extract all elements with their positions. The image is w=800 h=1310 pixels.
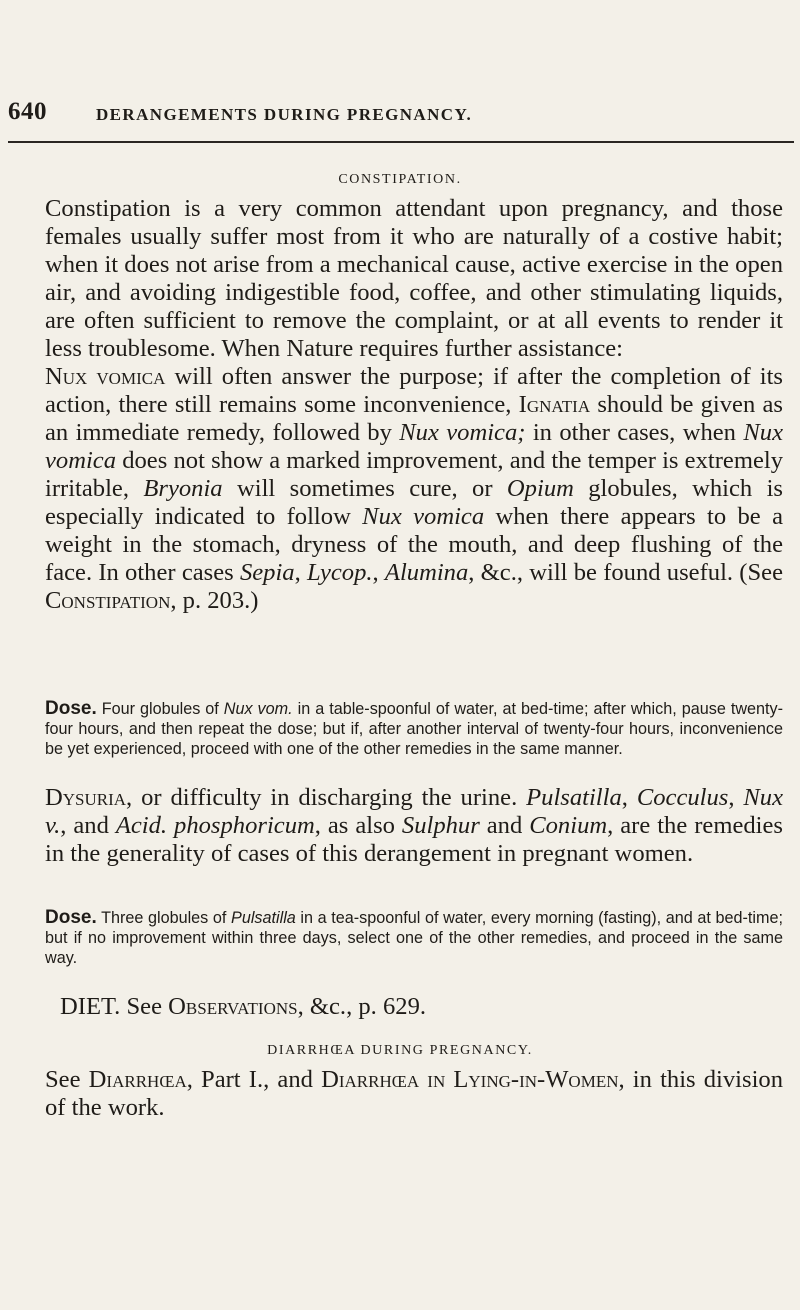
text: should be given as an immediate remedy, followed by (45, 391, 783, 446)
page-number: 640 (8, 98, 47, 125)
paragraph-constipation-remedies (45, 363, 783, 615)
text: does not show a marked improvement, and the temper is extremely irritable, (45, 447, 783, 502)
remedy-nux-v: Nux v. (45, 784, 784, 839)
remedy-acid-phosphoricum: Acid. phosphoricum (115, 812, 315, 839)
text: , &c., p. 629. (297, 993, 427, 1020)
text: in other cases, when (525, 419, 744, 446)
text: , Part I., and (186, 1066, 322, 1093)
text: , and (60, 812, 116, 839)
text: , or difficulty in discharging the urine. (126, 784, 527, 811)
text: Three globules of (96, 909, 232, 927)
paragraph-dysuria (45, 784, 783, 868)
page-header (8, 98, 794, 138)
text: , p. 203.) (170, 587, 259, 614)
paragraph-diet (60, 993, 783, 1021)
dose-label: Dose. (45, 907, 97, 928)
text: will sometimes cure, or (222, 475, 507, 502)
text: in a table-spoonful of water, at bed-time; after which, pause twenty-four hours, and then repeat the dose; but if, after another interval of twenty-four hours, inconvenience be yet experienced, proceed with one of the other remedies in the same manner. (45, 700, 783, 758)
text: Constipation is a very common attendant upon pregnancy, and those females usually suffer most from it who are naturally of a costive habit; when it does not arise from a mechanical cause, active exercise in the open air, and avoiding indigestible food, coffee, and other stimulating liquids, are often sufficient to remove the complaint, or at all events to render it less troublesome. When Nature requires further assistance: (45, 195, 783, 362)
text: globules, which is especially indicated to follow (45, 475, 784, 530)
remedy-nux-vom: Nux vom. (223, 700, 293, 718)
text: , (294, 559, 307, 586)
cross-reference-diarrhoea: Diarrhœa (88, 1066, 187, 1093)
remedy-bryonia: Bryonia (143, 475, 223, 502)
text: See (120, 993, 169, 1020)
remedy-alumina: Alumina (384, 559, 469, 586)
remedy-sepia: Sepia (239, 559, 295, 586)
cross-reference-observations: Observations (168, 993, 298, 1020)
text: in a tea-spoonful of water, every morning (fasting), and at bed-time; but if no improvement within three days, select one of the other remedies, and proceed in the same way. (45, 909, 783, 967)
text: and (479, 812, 530, 839)
section-heading-diarrhoea: DIARRHŒA DURING PREGNANCY. (267, 1043, 533, 1058)
remedy-nux-vomica: Nux vomica (45, 363, 166, 390)
text: , are the remedies in the generality of cases of this derangement in pregnant women. (45, 812, 783, 867)
dose-label: Dose. (45, 698, 97, 719)
text: , (372, 559, 385, 586)
paragraph-diarrhoea (45, 1066, 783, 1122)
text: will often answer the purpose; if after the completion of its action, there still remains some inconvenience, (45, 363, 783, 418)
text: Four globules of (96, 700, 224, 718)
remedy-conium: Conium (529, 812, 608, 839)
remedy-cocculus: Cocculus (636, 784, 729, 811)
cross-reference-diarrhoea-lying-in: Diarrhœa in Lying-in-Women (321, 1066, 619, 1093)
remedy-opium: Opium (506, 475, 574, 502)
text: when there appears to be a weight in the stomach, dryness of the mouth, and deep flushing of the face. In other cases (45, 503, 783, 586)
section-heading-constipation: CONSTIPATION. (338, 172, 462, 187)
text: , in this division of the work. (45, 1066, 784, 1121)
running-head: DERANGEMENTS DURING PREGNANCY. (96, 105, 473, 124)
header-rule (8, 141, 794, 143)
diet-label: DIET. (60, 993, 121, 1020)
remedy-pulsatilla: Pulsatilla (526, 784, 622, 811)
dose-dysuria (45, 908, 783, 968)
dose-constipation (45, 699, 783, 759)
remedy-nux-vomica-italic-3: Nux vomica (362, 503, 485, 530)
term-dysuria: Dysuria (45, 784, 127, 811)
text: See (45, 1066, 89, 1093)
remedy-nux-vomica-italic: Nux vomica; (399, 419, 526, 446)
remedy-lycop: Lycop. (307, 559, 373, 586)
text: , &c., will be found useful. (See (468, 559, 784, 586)
remedy-nux-vomica-italic-2: Nux vomica (45, 419, 783, 474)
remedy-sulphur: Sulphur (401, 812, 480, 839)
cross-reference-constipation: Constipation (45, 587, 171, 614)
remedy-ignatia: Ignatia (518, 391, 591, 418)
text: , as also (314, 812, 402, 839)
paragraph-constipation-intro (45, 195, 783, 363)
remedy-pulsatilla-dose: Pulsatilla (231, 909, 296, 927)
text: , (728, 784, 744, 811)
text: , (621, 784, 637, 811)
